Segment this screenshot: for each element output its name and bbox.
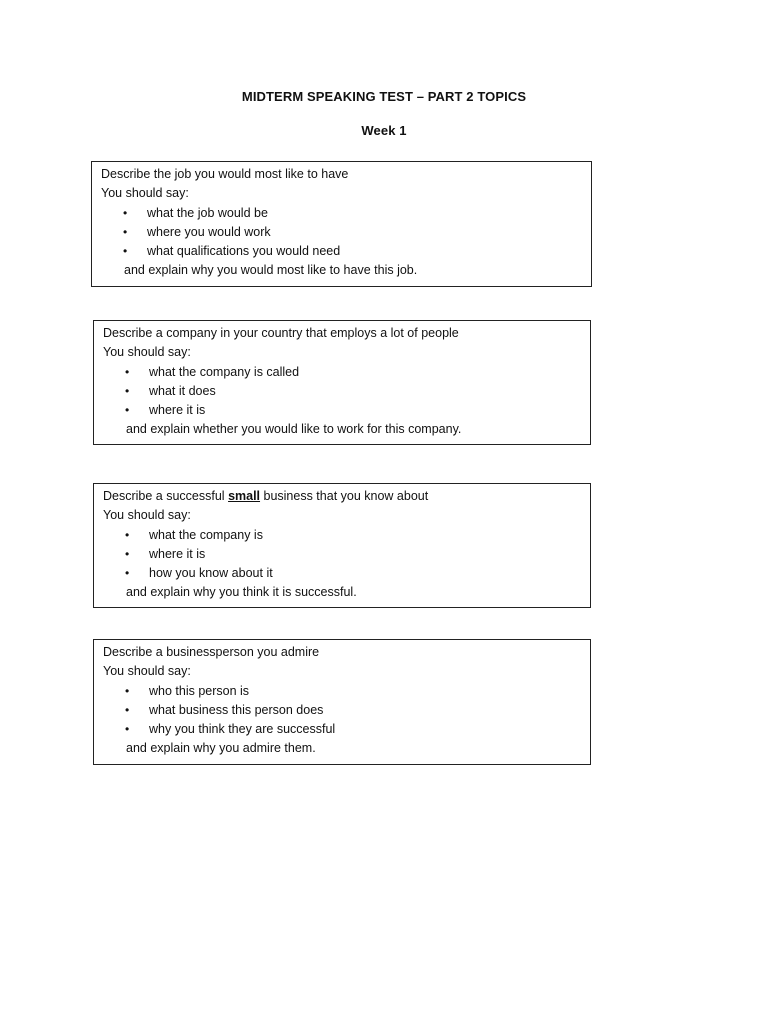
bullet-icon: •	[125, 527, 130, 542]
prompt-text-before: Describe a successful	[103, 489, 229, 503]
topic-prompt: Describe a businessperson you admire	[103, 645, 320, 659]
topic-bullet	[103, 401, 581, 420]
topic-card-businessperson	[93, 639, 591, 765]
topic-bullet	[103, 682, 581, 701]
topic-bullet	[103, 701, 581, 720]
prompt-text-after: business that you know about	[260, 489, 429, 503]
topic-card-company	[93, 320, 591, 445]
bullet-text: what it does	[149, 383, 216, 398]
bullet-icon: •	[125, 383, 130, 398]
bullet-icon: •	[125, 546, 130, 561]
topic-closing: and explain why you think it is successful.	[126, 585, 357, 600]
bullet-text: why you think they are successful	[149, 722, 336, 737]
bullet-icon: •	[123, 224, 128, 239]
bullet-text: what the company is called	[149, 364, 300, 379]
bullet-icon: •	[125, 683, 130, 698]
bullet-icon: •	[123, 205, 128, 220]
topic-card-small-business	[93, 483, 591, 608]
bullet-icon: •	[123, 244, 128, 259]
topic-closing: and explain why you would most like to have this job.	[124, 263, 418, 278]
bullet-icon: •	[125, 702, 130, 717]
topic-bullet-list	[103, 526, 581, 584]
week-heading: Week 1	[361, 123, 407, 138]
bullet-text: where you would work	[147, 224, 271, 239]
topic-closing: and explain whether you would like to work for this company.	[126, 422, 462, 437]
topic-lead: You should say:	[101, 186, 189, 201]
topic-bullet	[101, 242, 582, 261]
topic-prompt: Describe the job you would most like to have	[101, 167, 349, 181]
topic-bullet-list	[103, 363, 581, 421]
topic-bullet	[101, 223, 582, 242]
topic-card-job	[91, 161, 592, 287]
topic-prompt: Describe a company in your country that employs a lot of people	[103, 326, 459, 340]
topic-bullet	[103, 526, 581, 545]
bullet-icon: •	[125, 722, 130, 737]
topic-bullet	[101, 204, 582, 223]
topic-bullet	[103, 382, 581, 401]
bullet-icon: •	[125, 566, 130, 581]
prompt-emphasis: small	[228, 489, 261, 503]
topic-prompt	[103, 487, 581, 506]
topic-bullet	[103, 720, 581, 739]
topic-bullet	[103, 545, 581, 564]
bullet-text: what the company is	[149, 527, 263, 542]
bullet-text: where it is	[149, 546, 206, 561]
topic-closing: and explain why you admire them.	[126, 741, 316, 756]
topic-lead: You should say:	[103, 345, 191, 360]
topic-bullet-list	[101, 204, 582, 262]
bullet-text: how you know about it	[149, 566, 273, 581]
topic-lead: You should say:	[103, 664, 191, 679]
topic-lead: You should say:	[103, 508, 191, 523]
topic-bullet-list	[103, 682, 581, 740]
bullet-text: what business this person does	[149, 702, 324, 717]
bullet-icon: •	[125, 364, 130, 379]
bullet-text: what qualifications you would need	[147, 244, 341, 259]
bullet-text: where it is	[149, 403, 206, 418]
document-title: MIDTERM SPEAKING TEST – PART 2 TOPICS	[241, 89, 527, 104]
bullet-text: who this person is	[149, 683, 250, 698]
bullet-text: what the job would be	[147, 205, 268, 220]
topic-bullet	[103, 363, 581, 382]
topic-bullet	[103, 564, 581, 583]
bullet-icon: •	[125, 403, 130, 418]
